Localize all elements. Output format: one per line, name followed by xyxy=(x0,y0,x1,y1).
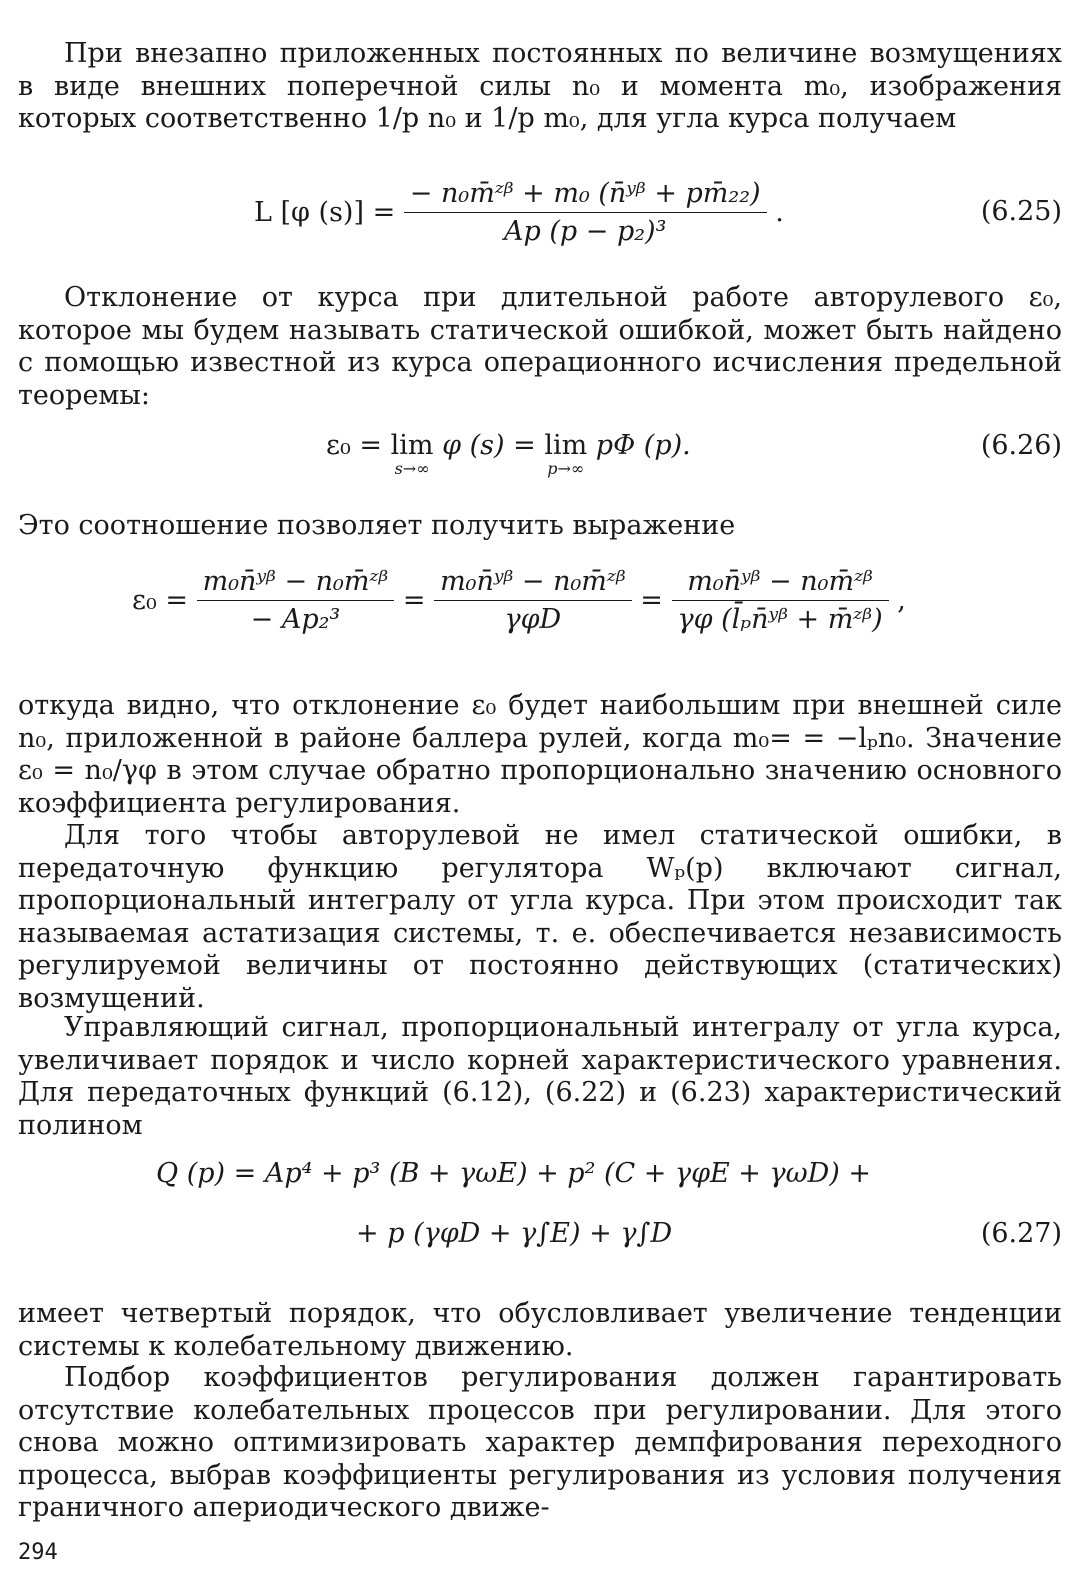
eq625-denominator: Ap (p − p₂)³ xyxy=(503,216,667,247)
eq626-lim1: lim xyxy=(390,430,434,461)
paragraph-8: Подбор коэффициентов регулирования должен гарантировать отсутствие колебательных процессов при регулировании. Для этого снова можно оптимизировать характер демпфирования переходного процесса, выбрав коэффициенты регулирования из условия получения граничного апериодического движе- xyxy=(18,1362,1062,1523)
paragraph-7: имеет четвертый порядок, что обусловливает увеличение тенденции системы к колебательному движению. xyxy=(18,1298,1062,1362)
page-number: 294 xyxy=(18,1540,58,1565)
eq625-fraction xyxy=(404,178,767,247)
paragraph-5: Для того чтобы авторулевой не имел статической ошибки, в передаточную функцию регулятора Wₚ(p) включают сигнал, пропорциональный интегралу от угла курса. При этом происходит так называемая астатизация системы, т. е. обеспечивается независимость регулируемой величины от постоянно действующих (статических) возмущений. xyxy=(18,820,1062,1014)
eqeps-num-2: m₀n̄ʸᵝ − n₀m̄ᶻᵝ xyxy=(434,566,632,601)
eq626-limit-1 xyxy=(391,430,434,477)
eq627-line-2: + p (γφD + γ∫E) + γ∫D xyxy=(356,1218,673,1249)
paragraph-4: откуда видно, что отклонение ε₀ будет наибольшим при внешней силе n₀, приложенной в районе баллера рулей, когда m₀= = −lₚn₀. Значение ε₀ = n₀/γφ в этом случае обратно пропорционально значению основного коэффициента регулирования. xyxy=(18,690,1062,819)
eqeps-fraction-3 xyxy=(672,566,889,635)
eq626-mid1: φ (s) = xyxy=(442,430,536,461)
eqeps-fraction-1 xyxy=(197,566,395,635)
eq627-number: (6.27) xyxy=(980,1218,1062,1249)
eq626-number: (6.26) xyxy=(980,430,1062,461)
paragraph-3: Это соотношение позволяет получить выражение xyxy=(18,510,736,541)
eqeps-fraction-2 xyxy=(434,566,632,635)
eq626-lim2: lim xyxy=(544,430,588,461)
eqeps-equals-2: = xyxy=(640,585,663,616)
eqeps-num-3: m₀n̄ʸᵝ − n₀m̄ᶻᵝ xyxy=(672,566,889,601)
eqeps-den-3: γφ (l̄ₚn̄ʸᵝ + m̄ᶻᵝ) xyxy=(677,604,883,635)
eqeps-num-1: m₀n̄ʸᵝ − n₀m̄ᶻᵝ xyxy=(197,566,395,601)
eqeps-equals-1: = xyxy=(402,585,426,616)
eqeps-tail: , xyxy=(897,585,906,616)
eq626-lim2-under: p→∞ xyxy=(547,459,585,478)
eqeps-den-2: γφD xyxy=(504,604,562,635)
paragraph-2: Отклонение от курса при длительной работе авторулевого ε₀, которое мы будем называть статической ошибкой, может быть найдено с помощью известной из курса операционного исчисления предельной теоремы: xyxy=(18,282,1062,411)
paragraph-6: Управляющий сигнал, пропорциональный интегралу от угла курса, увеличивает порядок и число корней характеристического уравнения. Для передаточных функций (6.12), (6.22) и (6.23) характеристический полином xyxy=(18,1012,1062,1141)
eqeps-den-1: − Ap₂³ xyxy=(250,604,341,635)
eq626-lim1-under: s→∞ xyxy=(394,459,430,478)
paragraph-1: При внезапно приложенных постоянных по величине возмущениях в виде внешних поперечной силы n₀ и момента m₀, изображения которых соответственно 1/p n₀ и 1/p m₀, для угла курса получаем xyxy=(18,38,1062,134)
eqeps-lhs: ε₀ = xyxy=(132,585,189,616)
eq626-lhs: ε₀ = xyxy=(326,430,383,461)
eq625-number: (6.25) xyxy=(980,196,1062,227)
eq625-lhs: L [φ (s)] = xyxy=(254,197,396,228)
eq625-tail: . xyxy=(775,197,784,228)
eq626-limit-2 xyxy=(544,430,587,477)
eq625-numerator: − n₀m̄ᶻᵝ + m₀ (n̄ʸᵝ + pm̄₂₂) xyxy=(404,178,767,213)
eq626-mid2: pΦ (p). xyxy=(595,430,691,461)
eq627-line-1: Q (p) = Ap⁴ + p³ (B + γωE) + p² (C + γφE + γωD) + xyxy=(156,1158,872,1189)
